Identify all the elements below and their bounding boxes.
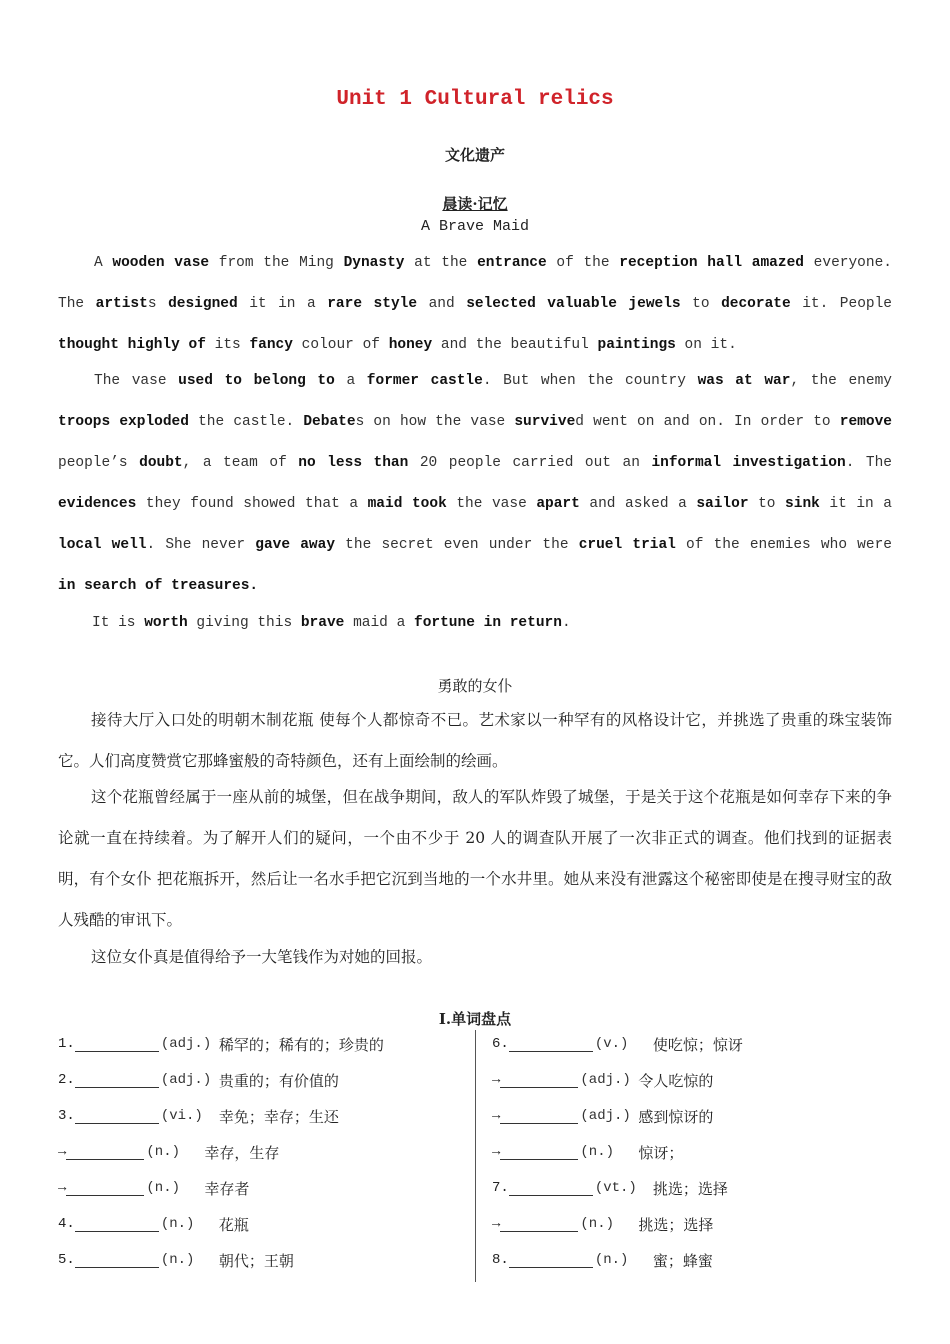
text-run: the castle. (188, 414, 304, 430)
key-term: honey (388, 337, 433, 353)
key-term: fancy (249, 337, 293, 353)
text-run: it. People (790, 296, 893, 312)
document-title: Unit 1 Cultural relics (336, 88, 614, 111)
vocab-number: → (492, 1216, 501, 1232)
vocab-meaning: 使吃惊；惊讶 (652, 1035, 743, 1054)
text-run: , a team of (182, 455, 299, 471)
key-term: paintings (597, 337, 676, 353)
text-run: of the (546, 255, 620, 271)
chinese-paragraph-3: 这位女仆真是值得给予一大笔钱作为对她的回报。 (91, 948, 433, 966)
vocab-item (492, 1068, 713, 1092)
key-term: Dynasty (343, 255, 405, 271)
vocab-meaning: 挑选；选择 (638, 1215, 714, 1234)
key-term: fortune in return (414, 615, 562, 631)
vocab-number: 4. (58, 1216, 75, 1232)
key-term: thought highly of (58, 337, 206, 353)
key-term: informal investigation (651, 455, 846, 471)
key-term: sailor (696, 496, 749, 512)
vocab-meaning: 稀罕的；稀有的；珍贵的 (218, 1035, 384, 1054)
vocab-number: 5. (58, 1252, 75, 1268)
text-run: a (334, 373, 367, 389)
answer-blank[interactable] (509, 1037, 593, 1052)
vocab-item (58, 1212, 249, 1236)
key-term: evidences (58, 496, 137, 512)
key-term: artist (95, 296, 148, 312)
vocab-meaning: 令人吃惊的 (638, 1071, 714, 1090)
key-term: used to belong to (178, 373, 335, 389)
part-of-speech: (n.) (160, 1216, 195, 1232)
key-term: survive (514, 414, 576, 430)
key-term: remove (839, 414, 892, 430)
vocab-item (492, 1104, 713, 1128)
key-term: reception hall (619, 255, 743, 271)
vocab-meaning: 幸存者 (204, 1179, 250, 1198)
key-term: maid (367, 496, 403, 512)
key-term: Debate (303, 414, 356, 430)
vocab-item (492, 1212, 713, 1236)
key-term: wooden vase (112, 255, 210, 271)
text-run: the secret even under the (335, 537, 579, 553)
answer-blank[interactable] (75, 1253, 159, 1268)
text-run: . But when the country (482, 373, 698, 389)
text-run: its (205, 337, 250, 353)
column-divider (475, 1030, 476, 1282)
english-paragraph-3 (58, 603, 892, 644)
text-run: maid a (344, 615, 414, 631)
key-term: entrance (477, 255, 547, 271)
vocab-number: 1. (58, 1036, 75, 1052)
vocab-meaning: 幸免；幸存；生还 (218, 1107, 339, 1126)
text-run: to (748, 496, 786, 512)
vocab-number: → (492, 1072, 501, 1088)
text-run: s on how the vase (355, 414, 515, 430)
key-term: selected valuable jewels (466, 296, 681, 312)
text-run: it in a (819, 496, 892, 512)
part-of-speech: (adj.) (580, 1108, 631, 1124)
text-run: everyone. The (58, 255, 892, 312)
vocab-number: 6. (492, 1036, 509, 1052)
part-of-speech: (vi.) (160, 1108, 203, 1124)
answer-blank[interactable] (75, 1109, 159, 1124)
key-term: cruel trial (578, 537, 676, 553)
key-term: no less than (298, 455, 409, 471)
text-run: the vase (446, 496, 537, 512)
document-subtitle: 文化遗产 (444, 146, 505, 164)
text-run: at the (404, 255, 478, 271)
vocab-number: 8. (492, 1252, 509, 1268)
part-of-speech: (vt.) (594, 1180, 637, 1196)
vocab-item (492, 1248, 713, 1272)
part-of-speech: (adj.) (580, 1072, 631, 1088)
text-run: d went on and on. In order to (575, 414, 840, 430)
text-run: from the Ming (209, 255, 344, 271)
part-of-speech: (v.) (594, 1036, 629, 1052)
vocab-item (492, 1140, 683, 1164)
key-term: took (411, 496, 447, 512)
english-paragraph-2 (58, 361, 892, 607)
text-run: giving this (187, 615, 301, 631)
answer-blank[interactable] (509, 1181, 593, 1196)
answer-blank[interactable] (500, 1145, 578, 1160)
part-of-speech: (n.) (580, 1216, 615, 1232)
english-paragraph-1 (58, 243, 892, 366)
vocab-number: 3. (58, 1108, 75, 1124)
text-run: s (147, 296, 169, 312)
key-term: rare style (327, 296, 418, 312)
key-term: was at war (697, 373, 791, 389)
answer-blank[interactable] (75, 1073, 159, 1088)
vocab-meaning: 花瓶 (218, 1215, 249, 1234)
key-term: in search of treasures. (58, 578, 259, 594)
part-of-speech: (n.) (580, 1144, 615, 1160)
text-run: on it. (675, 337, 737, 353)
vocab-number: 7. (492, 1180, 509, 1196)
vocab-meaning: 蜜；蜂蜜 (652, 1251, 713, 1270)
vocab-number: → (58, 1180, 67, 1196)
text-run: people’s (58, 455, 140, 471)
key-term: apart (536, 496, 580, 512)
story-title: A Brave Maid (420, 218, 530, 235)
vocab-number: → (58, 1144, 67, 1160)
vocab-meaning: 惊讶； (638, 1143, 684, 1162)
vocab-item (58, 1104, 339, 1128)
text-run: . (561, 615, 571, 631)
vocab-item (58, 1248, 294, 1272)
text-run: and (417, 296, 467, 312)
key-term: doubt (139, 455, 183, 471)
part-of-speech: (n.) (146, 1180, 181, 1196)
text-run: they found showed that a (136, 496, 368, 512)
key-term: amazed (751, 255, 804, 271)
part-of-speech: (n.) (160, 1252, 195, 1268)
text-run: The vase (94, 373, 179, 389)
vocab-meaning: 挑选；选择 (652, 1179, 728, 1198)
vocab-meaning: 贵重的；有价值的 (218, 1071, 339, 1090)
vocab-item (492, 1032, 743, 1056)
text-run (402, 496, 412, 512)
vocab-item (492, 1176, 728, 1200)
key-term: sink (785, 496, 820, 512)
text-run: and asked a (579, 496, 697, 512)
vocab-meaning: 朝代；王朝 (218, 1251, 294, 1270)
vocab-item (58, 1140, 279, 1164)
key-term: troops exploded (58, 414, 189, 430)
text-run: colour of (292, 337, 389, 353)
text-run: , the enemy (790, 373, 892, 389)
chinese-paragraph-1: 接待大厅入口处的明朝木制花瓶 使每个人都惊奇不已。艺术家以一种罕有的风格设计它，并挑选了贵重的珠宝装饰它。人们高度赞赏它那蜂蜜般的奇特颜色，还有上面绘制的绘画。 (58, 711, 892, 770)
vocab-meaning: 幸存，生存 (204, 1143, 280, 1162)
key-term: former castle (366, 373, 483, 389)
vocab-number: → (492, 1108, 501, 1124)
answer-blank[interactable] (509, 1253, 593, 1268)
vocab-item (58, 1068, 339, 1092)
section-heading: 晨读·记忆 (442, 195, 508, 213)
text-run: to (680, 296, 722, 312)
key-term: local well (58, 537, 147, 553)
text-run: it in a (237, 296, 328, 312)
chinese-title: 勇敢的女仆 (437, 677, 513, 695)
vocab-number: → (492, 1144, 501, 1160)
vocab-meaning: 感到惊讶的 (638, 1107, 714, 1126)
answer-blank[interactable] (500, 1217, 578, 1232)
text-run: . She never (146, 537, 256, 553)
answer-blank[interactable] (500, 1073, 578, 1088)
text-run: of the enemies who were (675, 537, 892, 553)
vocab-heading: I.单词盘点 (438, 1010, 512, 1028)
key-term: worth (144, 615, 188, 631)
chinese-paragraph-2: 这个花瓶曾经属于一座从前的城堡，但在战争期间，敌人的军队炸毁了城堡，于是关于这个花瓶是如何幸存下来的争论就一直在持续着。为了解开人们的疑问，一个由不少于 20 人的调查队开展了一次非正式的调查。他们找到的证据表明，有个女仆 把花瓶拆开，然后让一名水手把它沉到当地的一个水井里。她从来没有泄露这个秘密即使是在搜寻财宝的敌人残酷的审讯下。 (58, 788, 892, 929)
answer-blank[interactable] (66, 1181, 144, 1196)
answer-blank[interactable] (66, 1145, 144, 1160)
text-run: 20 people carried out an (408, 455, 652, 471)
text-run: and the beautiful (432, 337, 598, 353)
part-of-speech: (n.) (146, 1144, 181, 1160)
answer-blank[interactable] (75, 1037, 159, 1052)
part-of-speech: (adj.) (160, 1036, 212, 1052)
key-term: designed (168, 296, 238, 312)
vocab-item (58, 1032, 384, 1056)
text-run (742, 255, 752, 271)
key-term: gave away (255, 537, 336, 553)
text-run: . The (845, 455, 893, 471)
vocab-item (58, 1176, 249, 1200)
vocab-number: 2. (58, 1072, 75, 1088)
answer-blank[interactable] (500, 1109, 578, 1124)
part-of-speech: (n.) (594, 1252, 629, 1268)
key-term: brave (300, 615, 345, 631)
text-run: It is (92, 615, 145, 631)
answer-blank[interactable] (75, 1217, 159, 1232)
key-term: decorate (721, 296, 791, 312)
part-of-speech: (adj.) (160, 1072, 212, 1088)
text-run: A (94, 255, 113, 271)
